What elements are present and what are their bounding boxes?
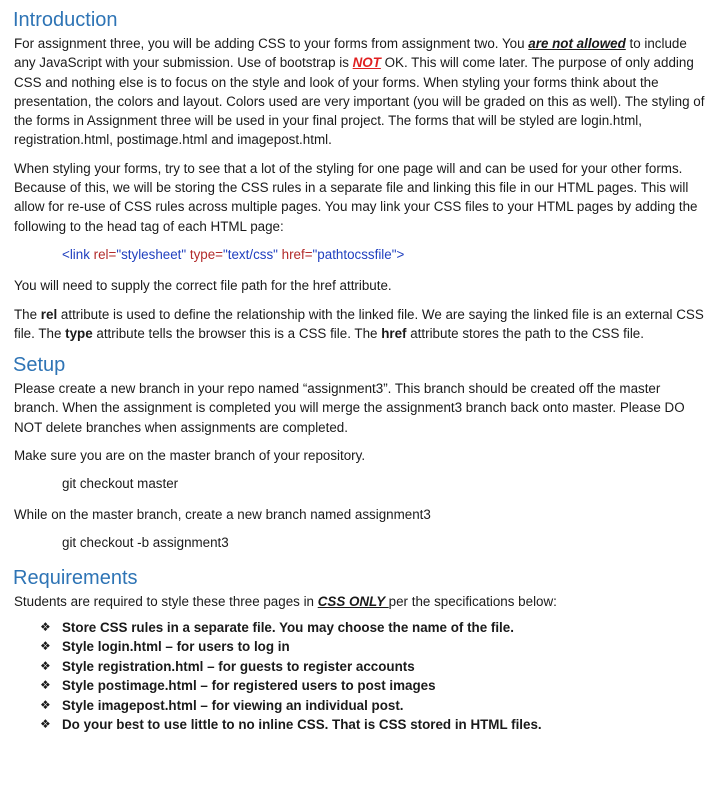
diamond-bullet-icon: ❖ bbox=[40, 717, 51, 732]
not-allowed-emphasis: are not allowed bbox=[528, 36, 626, 51]
setup-paragraph-1: Please create a new branch in your repo named “assignment3”. This branch should be created off the master branch. When the assignment is completed you will merge the assignment3 branch back onto master. Please DO NOT delete branches when assignments are completed. bbox=[14, 381, 685, 435]
diamond-bullet-icon: ❖ bbox=[40, 678, 51, 693]
css-only-emphasis: CSS ONLY bbox=[317, 594, 389, 610]
diamond-bullet-icon: ❖ bbox=[40, 697, 51, 712]
list-item: ❖ Style imagepost.html – for viewing an individual post. bbox=[40, 696, 705, 716]
intro-paragraph-4: The rel attribute is used to define the relationship with the linked file. We are saying the linked file is an external CSS file. The type attribute tells the browser this is a CSS file. The href attribute stores the path to the CSS file. bbox=[14, 306, 704, 341]
requirements-intro: Students are required to style these three pages in CSS ONLY per the specifications below: bbox=[14, 594, 557, 610]
intro-paragraph-2: When styling your forms, try to see that a lot of the styling for one page will and can be used for your other forms. Because of this, we will be storing the CSS rules in a separate file and linking this file in our HTML pages. This will allow for re-use of CSS rules across multiple pages. You may link your CSS files to your HTML pages by adding the following to the head tag of each HTML page: bbox=[14, 160, 698, 234]
introduction-heading: Introduction bbox=[13, 9, 118, 31]
list-item: ❖ Style registration.html – for guests to register accounts bbox=[40, 657, 705, 677]
list-item: ❖ Store CSS rules in a separate file. You may choose the name of the file. bbox=[40, 618, 705, 638]
requirements-list bbox=[14, 618, 705, 735]
diamond-bullet-icon: ❖ bbox=[40, 619, 51, 634]
link-tag-code: <link rel="stylesheet" type="text/css" href="pathtocssfile"> bbox=[62, 246, 405, 262]
git-command-1: git checkout master bbox=[62, 476, 179, 492]
not-emphasis: NOT bbox=[352, 55, 381, 71]
intro-paragraph-3: You will need to supply the correct file path for the href attribute. bbox=[14, 278, 392, 294]
intro-paragraph-1: For assignment three, you will be adding CSS to your forms from assignment two. You are not allowed to include any JavaScript with your submission. Use of bootstrap is NOT OK. This will come later. The purpose of only adding CSS and nothing else is to focus on the style and look of your forms. When styling your forms think about the presentation, the colors and layout. Colors used are very important (you will be graded on this as well). The styling of the forms in Assignment three will be used in your final project. The forms that will be styled are login.html, registration.html, postimage.html and imagepost.html. bbox=[14, 36, 705, 148]
list-item: ❖ Style postimage.html – for registered users to post images bbox=[40, 676, 705, 696]
diamond-bullet-icon: ❖ bbox=[40, 639, 51, 654]
setup-paragraph-3: While on the master branch, create a new branch named assignment3 bbox=[14, 506, 431, 522]
list-item: ❖ Style login.html – for users to log in bbox=[40, 637, 705, 657]
list-item: ❖ Do your best to use little to no inline CSS. That is CSS stored in HTML files. bbox=[40, 715, 705, 735]
diamond-bullet-icon: ❖ bbox=[40, 658, 51, 673]
git-command-2: git checkout -b assignment3 bbox=[62, 534, 229, 550]
setup-paragraph-2: Make sure you are on the master branch of your repository. bbox=[14, 448, 366, 464]
setup-heading: Setup bbox=[13, 354, 66, 377]
requirements-heading: Requirements bbox=[13, 567, 138, 590]
